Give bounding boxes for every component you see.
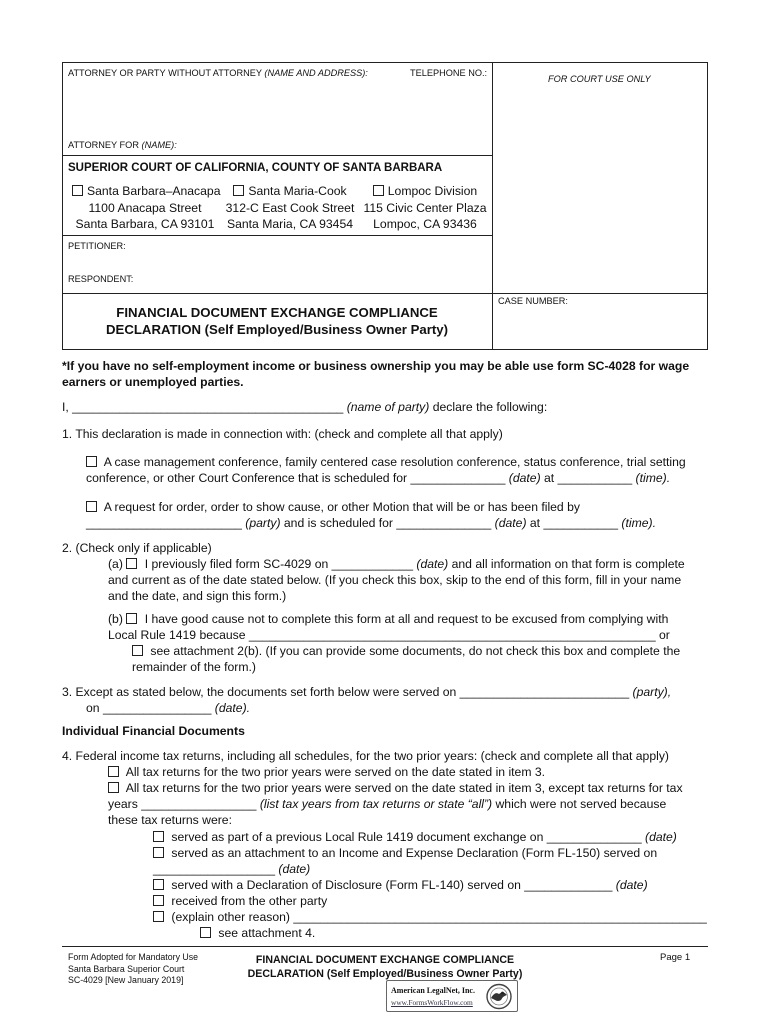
footer-rule [62,946,708,947]
sub-option-attachment-4-checkbox[interactable] [200,927,211,938]
court-name: SUPERIOR COURT OF CALIFORNIA, COUNTY OF SANTA BARBARA [68,162,443,174]
division-anacapa: Santa Barbara–Anacapa 1100 Anacapa Street Santa Barbara, CA 93101 [72,183,218,233]
sub-option-fl140-checkbox[interactable] [153,879,164,890]
item-4-sub-options: served as part of a previous Local Rule 1419 document exchange on ______________ (date) served as an attachment to an Income and Expense Declaration (Form FL-150) served on __________________ (date) served with a Declaration of Disclosure (Form FL-140) served on _____________ (date) received from the other party (explain other reason) _____________________________________________________________ see attachment 4. [153,830,707,940]
item-2b-checkbox[interactable] [126,613,137,624]
division-santa-maria: Santa Maria-Cook 312-C East Cook Street Santa Maria, CA 93454 [225,184,355,231]
item-4-options: All tax returns for the two prior years were served on the date stated in item 3. All tax returns for the two prior years were served on the date stated in item 3, except tax returns for tax years _________________ (list tax years from tax returns or state “all”) which were not served because these tax returns were: [108,765,683,827]
form-title: FINANCIAL DOCUMENT EXCHANGE COMPLIANCE DECLARATION (Self Employed/Business Owner Party) [106,305,448,337]
eagle-logo-icon [485,983,513,1010]
respondent-label: RESPONDENT: [68,274,134,284]
item-1a: A case management conference, family centered case resolution conference, status conference, trial setting conference, or other Court Conference that is scheduled for ______________ (date) at ___________ (time). [86,455,686,485]
page-number: Page 1 [660,952,691,963]
declarant-line: I, ________________________________________ (name of party) declare the following: [62,400,548,414]
case-number-label: CASE NUMBER: [498,296,568,306]
footer-adopted: Form Adopted for Mandatory Use Santa Barbara Superior Court SC-4029 [New January 2019] [68,952,199,985]
item-2b: (b) I have good cause not to complete this form at all and request to be excused from complying with Local Rule 1419 because ____________________________________________________________ or see attachment 2(b). (If you can provide some documents, do not check this box and complete the remainder of the form.) [108,612,681,674]
item-3: 3. Except as stated below, the documents set forth below were served on _________________________ (party), on ________________ (date). [62,685,672,715]
item-2a: (a) I previously filed form SC-4029 on ____________ (date) and all information on that form is complete and current as of the date stated below. (If you check this box, skip to the end of this form, fill in your name and the date, and sign this form.) [108,557,685,603]
item-2b-attachment-checkbox[interactable] [132,645,143,656]
division-santa-maria-checkbox[interactable] [233,185,244,196]
item-1a-checkbox[interactable] [86,456,97,467]
telephone-label: TELEPHONE NO.: [410,68,488,78]
division-anacapa-checkbox[interactable] [72,185,83,196]
court-use-label: FOR COURT USE ONLY [548,74,651,84]
division-lompoc-checkbox[interactable] [373,185,384,196]
section-heading: Individual Financial Documents [62,724,245,738]
note: *If you have no self-employment income or business ownership you may be able use form SC-4028 for wage earners or unemployed parties. [62,359,690,389]
item-4-option-1-checkbox[interactable] [108,766,119,777]
division-lompoc: Lompoc Division 115 Civic Center Plaza Lompoc, CA 93436 [363,184,487,231]
attorney-label: ATTORNEY OR PARTY WITHOUT ATTORNEY (NAME AND ADDRESS): [68,68,368,78]
sub-option-previous-exchange-checkbox[interactable] [153,831,164,842]
brand-stamp: American LegalNet, Inc. www.FormsWorkFlow.com [386,980,518,1012]
item-1b-checkbox[interactable] [86,501,97,512]
footer-title: FINANCIAL DOCUMENT EXCHANGE COMPLIANCE DECLARATION (Self Employed/Business Owner Party) [247,954,523,980]
item-1: 1. This declaration is made in connection with: (check and complete all that apply) [62,427,503,441]
item-2a-checkbox[interactable] [126,558,137,569]
sub-option-fl150-checkbox[interactable] [153,847,164,858]
item-4: 4. Federal income tax returns, including all schedules, for the two prior years: (check and complete all that apply) [62,749,669,763]
petitioner-label: PETITIONER: [68,241,126,251]
attorney-for-label: ATTORNEY FOR (NAME): [68,140,177,150]
item-2: 2. (Check only if applicable) [62,541,212,555]
item-4-option-2-checkbox[interactable] [108,782,119,793]
item-1b: A request for order, order to show cause, or other Motion that will be or has been filed by _______________________ (party) and is scheduled for ______________ (date) at ___________ (time). [86,500,656,530]
sub-option-other-party-checkbox[interactable] [153,895,164,906]
sub-option-other-reason-checkbox[interactable] [153,911,164,922]
